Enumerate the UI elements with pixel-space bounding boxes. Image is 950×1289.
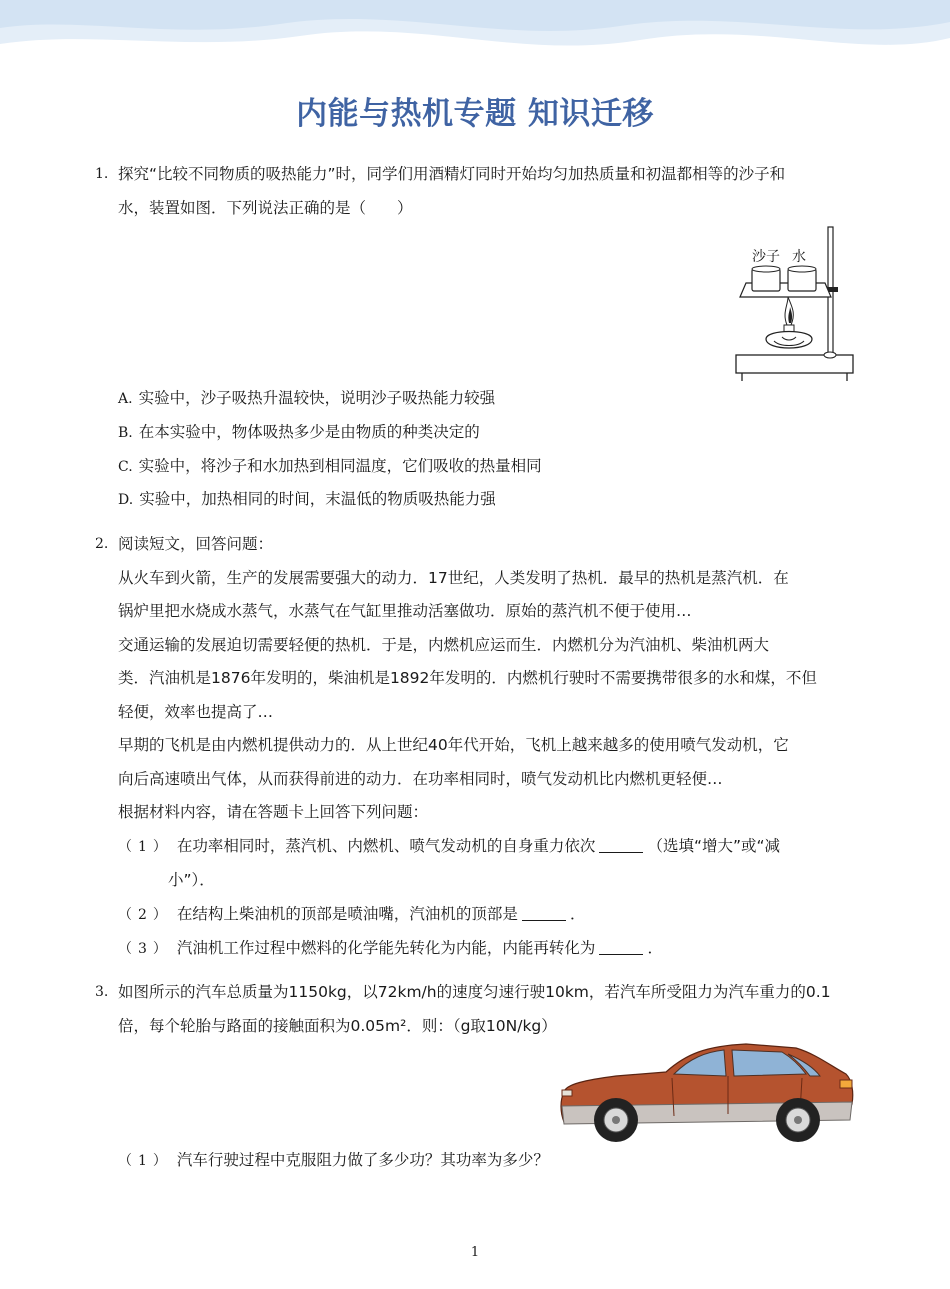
question-3 (95, 976, 855, 1043)
passage-line: 根据材料内容，请在答题卡上回答下列问题： (118, 803, 429, 821)
option-label: A. (118, 391, 133, 407)
option-b[interactable] (118, 416, 480, 451)
question-2 (95, 528, 855, 967)
sub-question-text: 汽油机工作过程中燃料的化学能先转化为内能，内能再转化为 (176, 939, 596, 957)
question-number: 2. (95, 536, 109, 552)
passage-line: 从火车到火箭，生产的发展需要强大的动力．17世纪，人类发明了热机．最早的热机是蒸汽机．在 (118, 568, 789, 587)
passage-line: 交通运输的发展迫切需要轻便的热机．于是，内燃机应运而生．内燃机分为汽油机、柴油机两大 (118, 635, 770, 654)
option-label: D. (118, 492, 134, 508)
heating-apparatus-figure (730, 225, 860, 385)
question-text-line: 如图所示的汽车总质量为1150kg，以72km/h的速度匀速行驶10km，若汽车所受阻力为汽车重力的0.1 (118, 983, 831, 1001)
sub-question-2 (118, 898, 855, 933)
sub-question-label: （1） (118, 1153, 173, 1169)
question-text-line: 探究“比较不同物质的吸热能力”时，同学们用酒精灯同时开始均匀加热质量和初温都相等的沙子和 (118, 165, 786, 183)
sub-question-label: （3） (118, 941, 173, 957)
sub-question-1 (118, 1144, 855, 1179)
option-d[interactable] (118, 483, 496, 518)
page-title: 内能与热机专题 知识迁移 (296, 96, 654, 132)
sub-question-continuation: 小”）． (168, 871, 215, 889)
passage-line: 向后高速喷出气体，从而获得前进的动力．在功率相同时，喷气发动机比内燃机更轻便… (118, 769, 723, 788)
passage-line: 早期的飞机是由内燃机提供动力的．从上世纪40年代开始，飞机上越来越多的使用喷气发动机，它 (118, 736, 789, 754)
sub-question-1 (118, 830, 855, 865)
car-figure (556, 1040, 856, 1148)
figure-label-water: 水 (792, 249, 806, 265)
option-c[interactable] (118, 450, 542, 485)
question-number: 1. (95, 166, 109, 182)
page-number: 1 (470, 1245, 480, 1260)
option-label: C. (118, 459, 133, 475)
answer-blank[interactable] (522, 900, 566, 921)
sub-question-label: （2） (118, 906, 173, 923)
sub-question-text: 在功率相同时，蒸汽机、内燃机、喷气发动机的自身重力依次 (176, 836, 596, 855)
question-number: 3. (95, 984, 109, 1000)
figure-label-sand: 沙子 (752, 249, 780, 265)
sub-question-after: ． (569, 904, 586, 923)
sub-question-after: （选填“增大”或“减 (647, 836, 781, 855)
question-intro: 阅读短文，回答问题： (118, 535, 274, 553)
option-text: 实验中，加热相同的时间，末温低的物质吸热能力强 (139, 490, 496, 508)
header-wave (0, 0, 950, 70)
sub-question-label: （1） (118, 838, 173, 855)
sub-question-text: 汽车行驶过程中克服阻力做了多少功？其功率为多少？ (176, 1151, 549, 1169)
passage-line: 轻便，效率也提高了… (118, 702, 274, 721)
sub-question-after: ． (647, 939, 663, 957)
question-3-subs (95, 1144, 855, 1179)
option-text: 在本实验中，物体吸热多少是由物质的种类决定的 (138, 423, 480, 441)
option-text: 实验中，将沙子和水加热到相同温度，它们吸收的热量相同 (138, 457, 542, 475)
option-text: 实验中，沙子吸热升温较快，说明沙子吸热能力较强 (138, 389, 496, 407)
sub-question-3 (118, 932, 855, 967)
question-1 (95, 158, 855, 225)
answer-blank[interactable] (599, 832, 643, 853)
answer-blank[interactable] (599, 934, 643, 955)
question-text-line: 倍，每个轮胎与路面的接触面积为0.05m²．则：（g取10N/kg） (118, 1016, 557, 1035)
sub-question-text: 在结构上柴油机的顶部是喷油嘴，汽油机的顶部是 (176, 904, 518, 923)
question-text-line: 水，装置如图．下列说法正确的是（ ） (118, 198, 413, 217)
passage-line: 类．汽油机是1876年发明的，柴油机是1892年发明的．内燃机行驶时不需要携带很多的水和煤，不但 (118, 669, 817, 687)
passage-line: 锅炉里把水烧成水蒸气，水蒸气在气缸里推动活塞做功．原始的蒸汽机不便于使用… (118, 602, 692, 620)
option-a[interactable] (118, 382, 495, 417)
option-label: B. (118, 425, 133, 441)
